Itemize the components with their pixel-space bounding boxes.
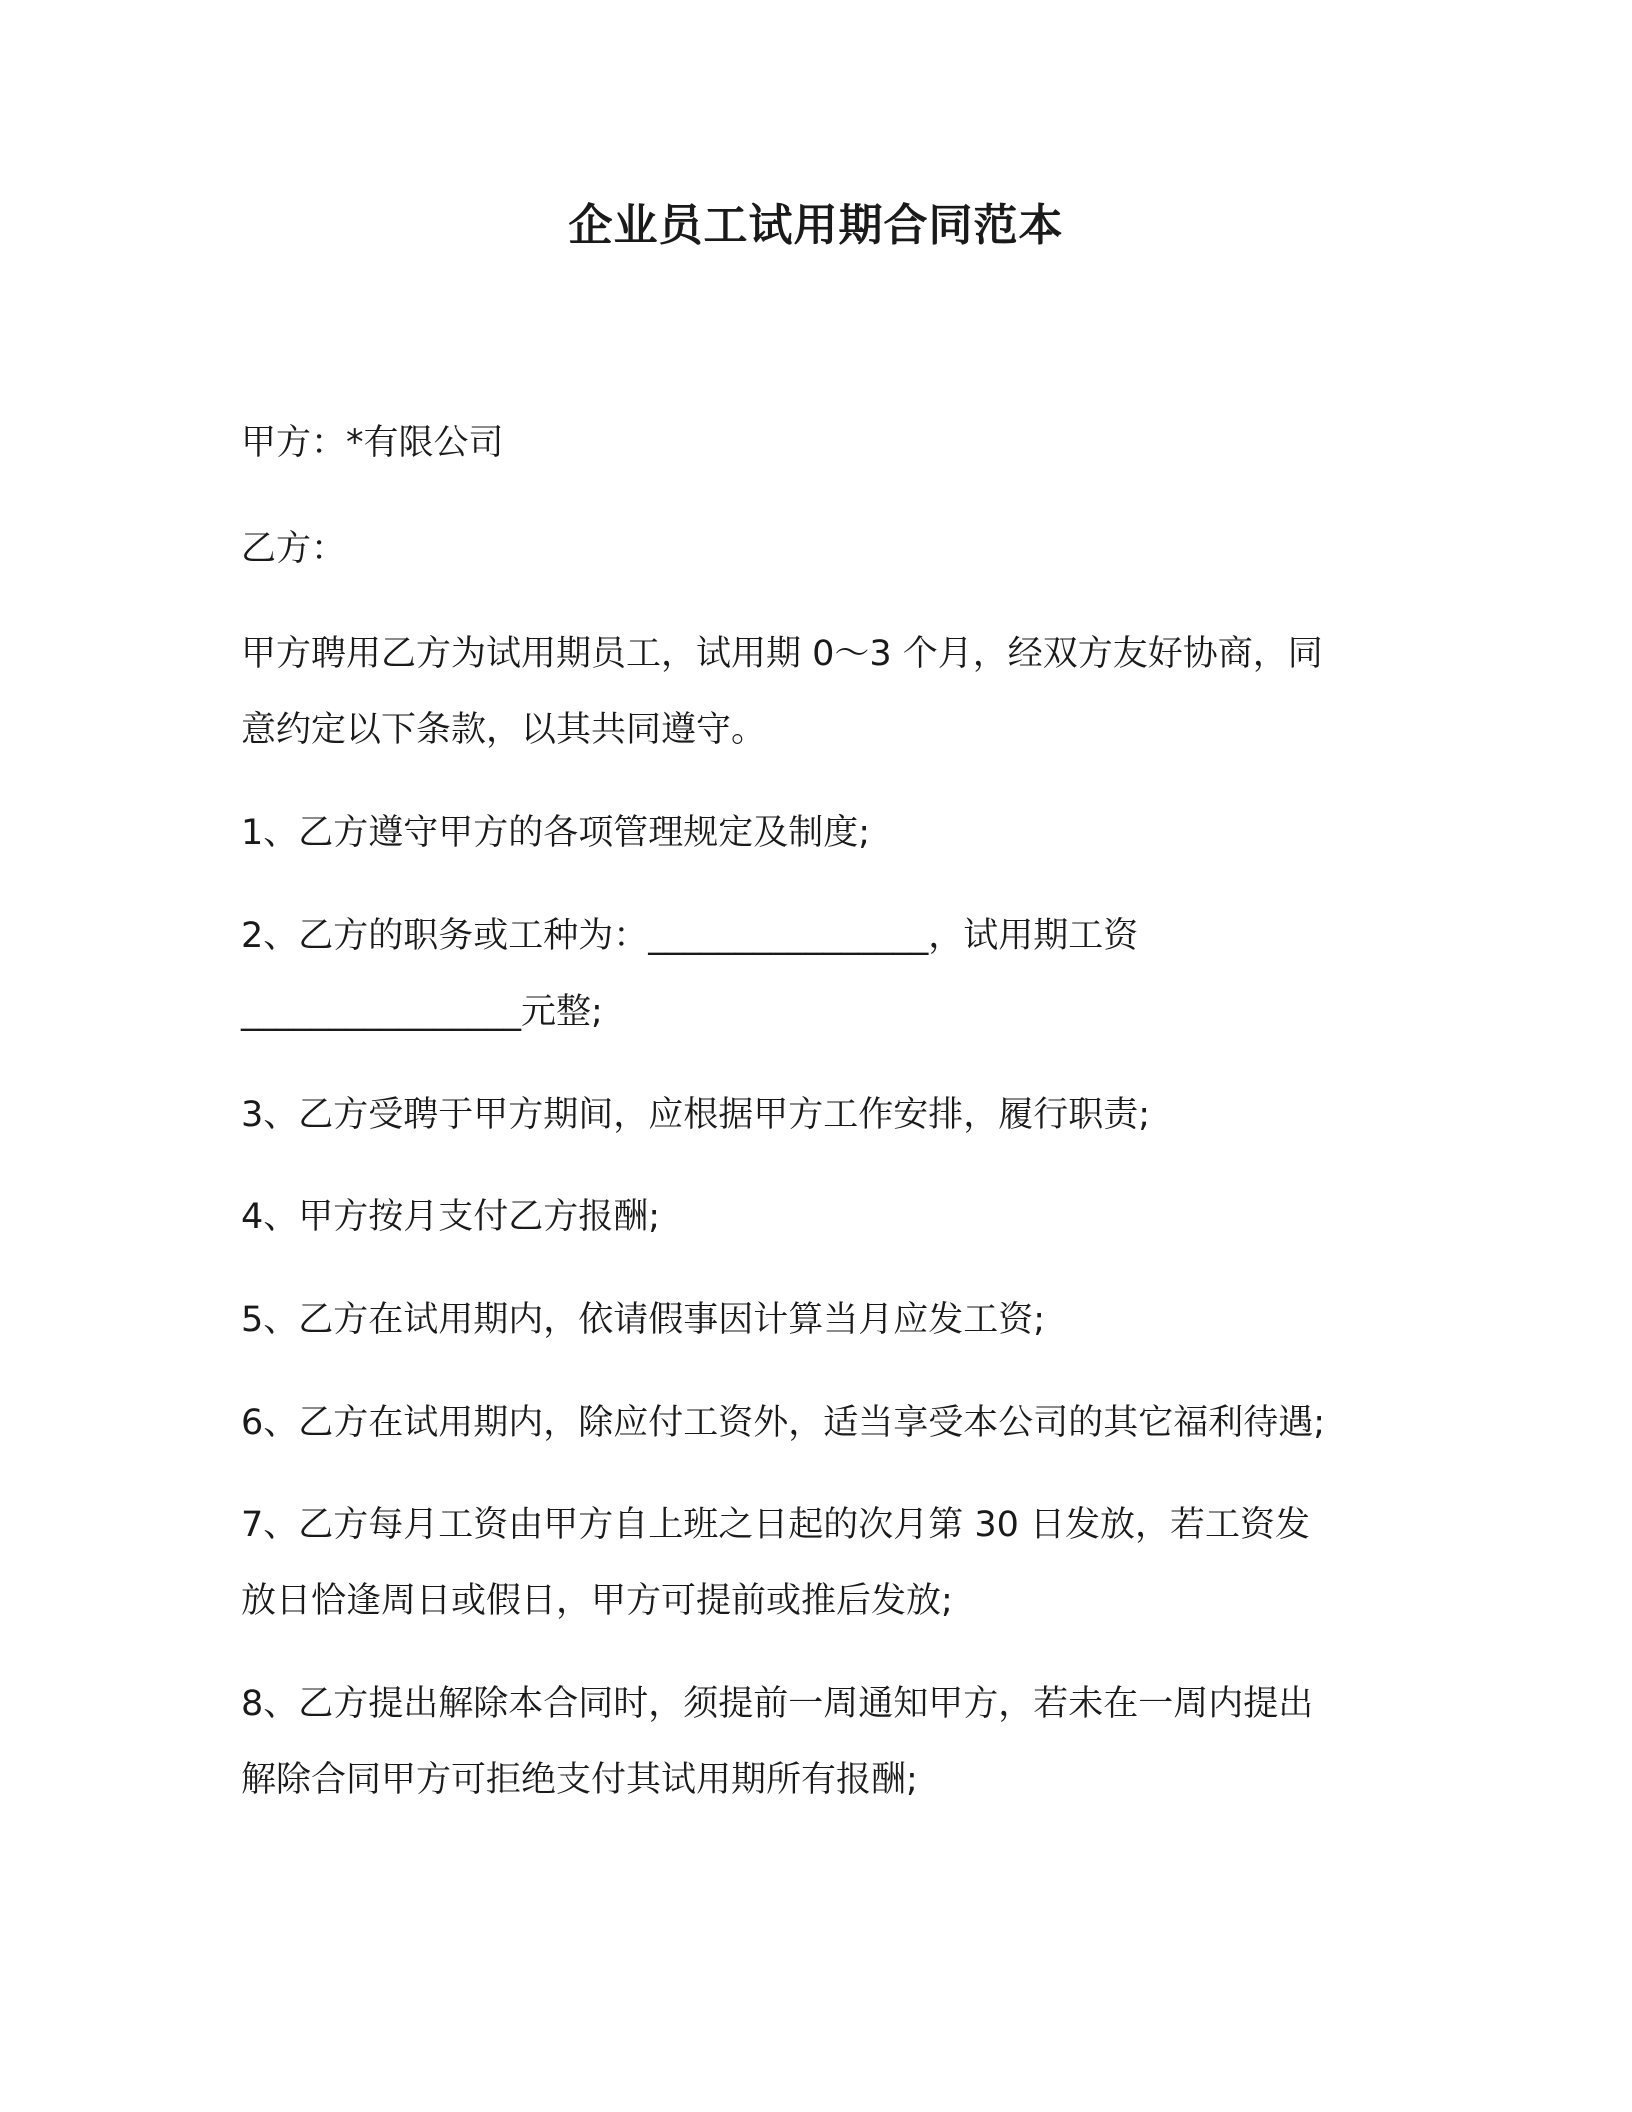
- clause-2-line-1: 2、乙方的职务或工种为：________________，试用期工资: [241, 916, 1139, 956]
- clause-6: [241, 1385, 1401, 1461]
- clause-8-line-1: 8、乙方提出解除本合同时，须提前一周通知甲方，若未在一周内提出: [241, 1684, 1314, 1724]
- clause-7: [241, 1487, 1401, 1639]
- clause-7-line-1: 7、乙方每月工资由甲方自上班之日起的次月第 30 日发放，若工资发: [241, 1505, 1311, 1545]
- clause-3: [241, 1077, 1401, 1153]
- intro-paragraph: [241, 616, 1401, 768]
- party-a-line: [241, 405, 1401, 481]
- clause-4-line-1: 4、甲方按月支付乙方报酬;: [241, 1197, 661, 1237]
- intro-line-2: 意约定以下条款，以其共同遵守。: [241, 710, 767, 750]
- intro-line-1: 甲方聘用乙方为试用期员工，试用期 0～3 个月，经双方友好协商，同: [241, 634, 1323, 674]
- party-b-line: [241, 511, 1401, 587]
- clause-5: [241, 1282, 1401, 1358]
- clause-3-line-1: 3、乙方受聘于甲方期间，应根据甲方工作安排，履行职责;: [241, 1095, 1151, 1135]
- clause-7-line-2: 放日恰逢周日或假日，甲方可提前或推后发放;: [241, 1581, 953, 1621]
- clause-2: [241, 898, 1401, 1050]
- clause-6-line-1: 6、乙方在试用期内，除应付工资外，适当享受本公司的其它福利待遇;: [241, 1403, 1326, 1443]
- party-b-text: 乙方：: [241, 529, 347, 569]
- clause-4: [241, 1179, 1401, 1255]
- clause-1: [241, 795, 1401, 871]
- clause-5-line-1: 5、乙方在试用期内，依请假事因计算当月应发工资;: [241, 1300, 1046, 1340]
- document-title: 企业员工试用期合同范本: [568, 200, 1064, 251]
- clause-2-line-2: ________________元整;: [241, 992, 603, 1032]
- clause-8: [241, 1666, 1401, 1818]
- clause-1-line-1: 1、乙方遵守甲方的各项管理规定及制度;: [241, 813, 871, 853]
- clause-8-line-2: 解除合同甲方可拒绝支付其试用期所有报酬;: [241, 1760, 918, 1800]
- party-a-text: 甲方：*有限公司: [241, 423, 504, 463]
